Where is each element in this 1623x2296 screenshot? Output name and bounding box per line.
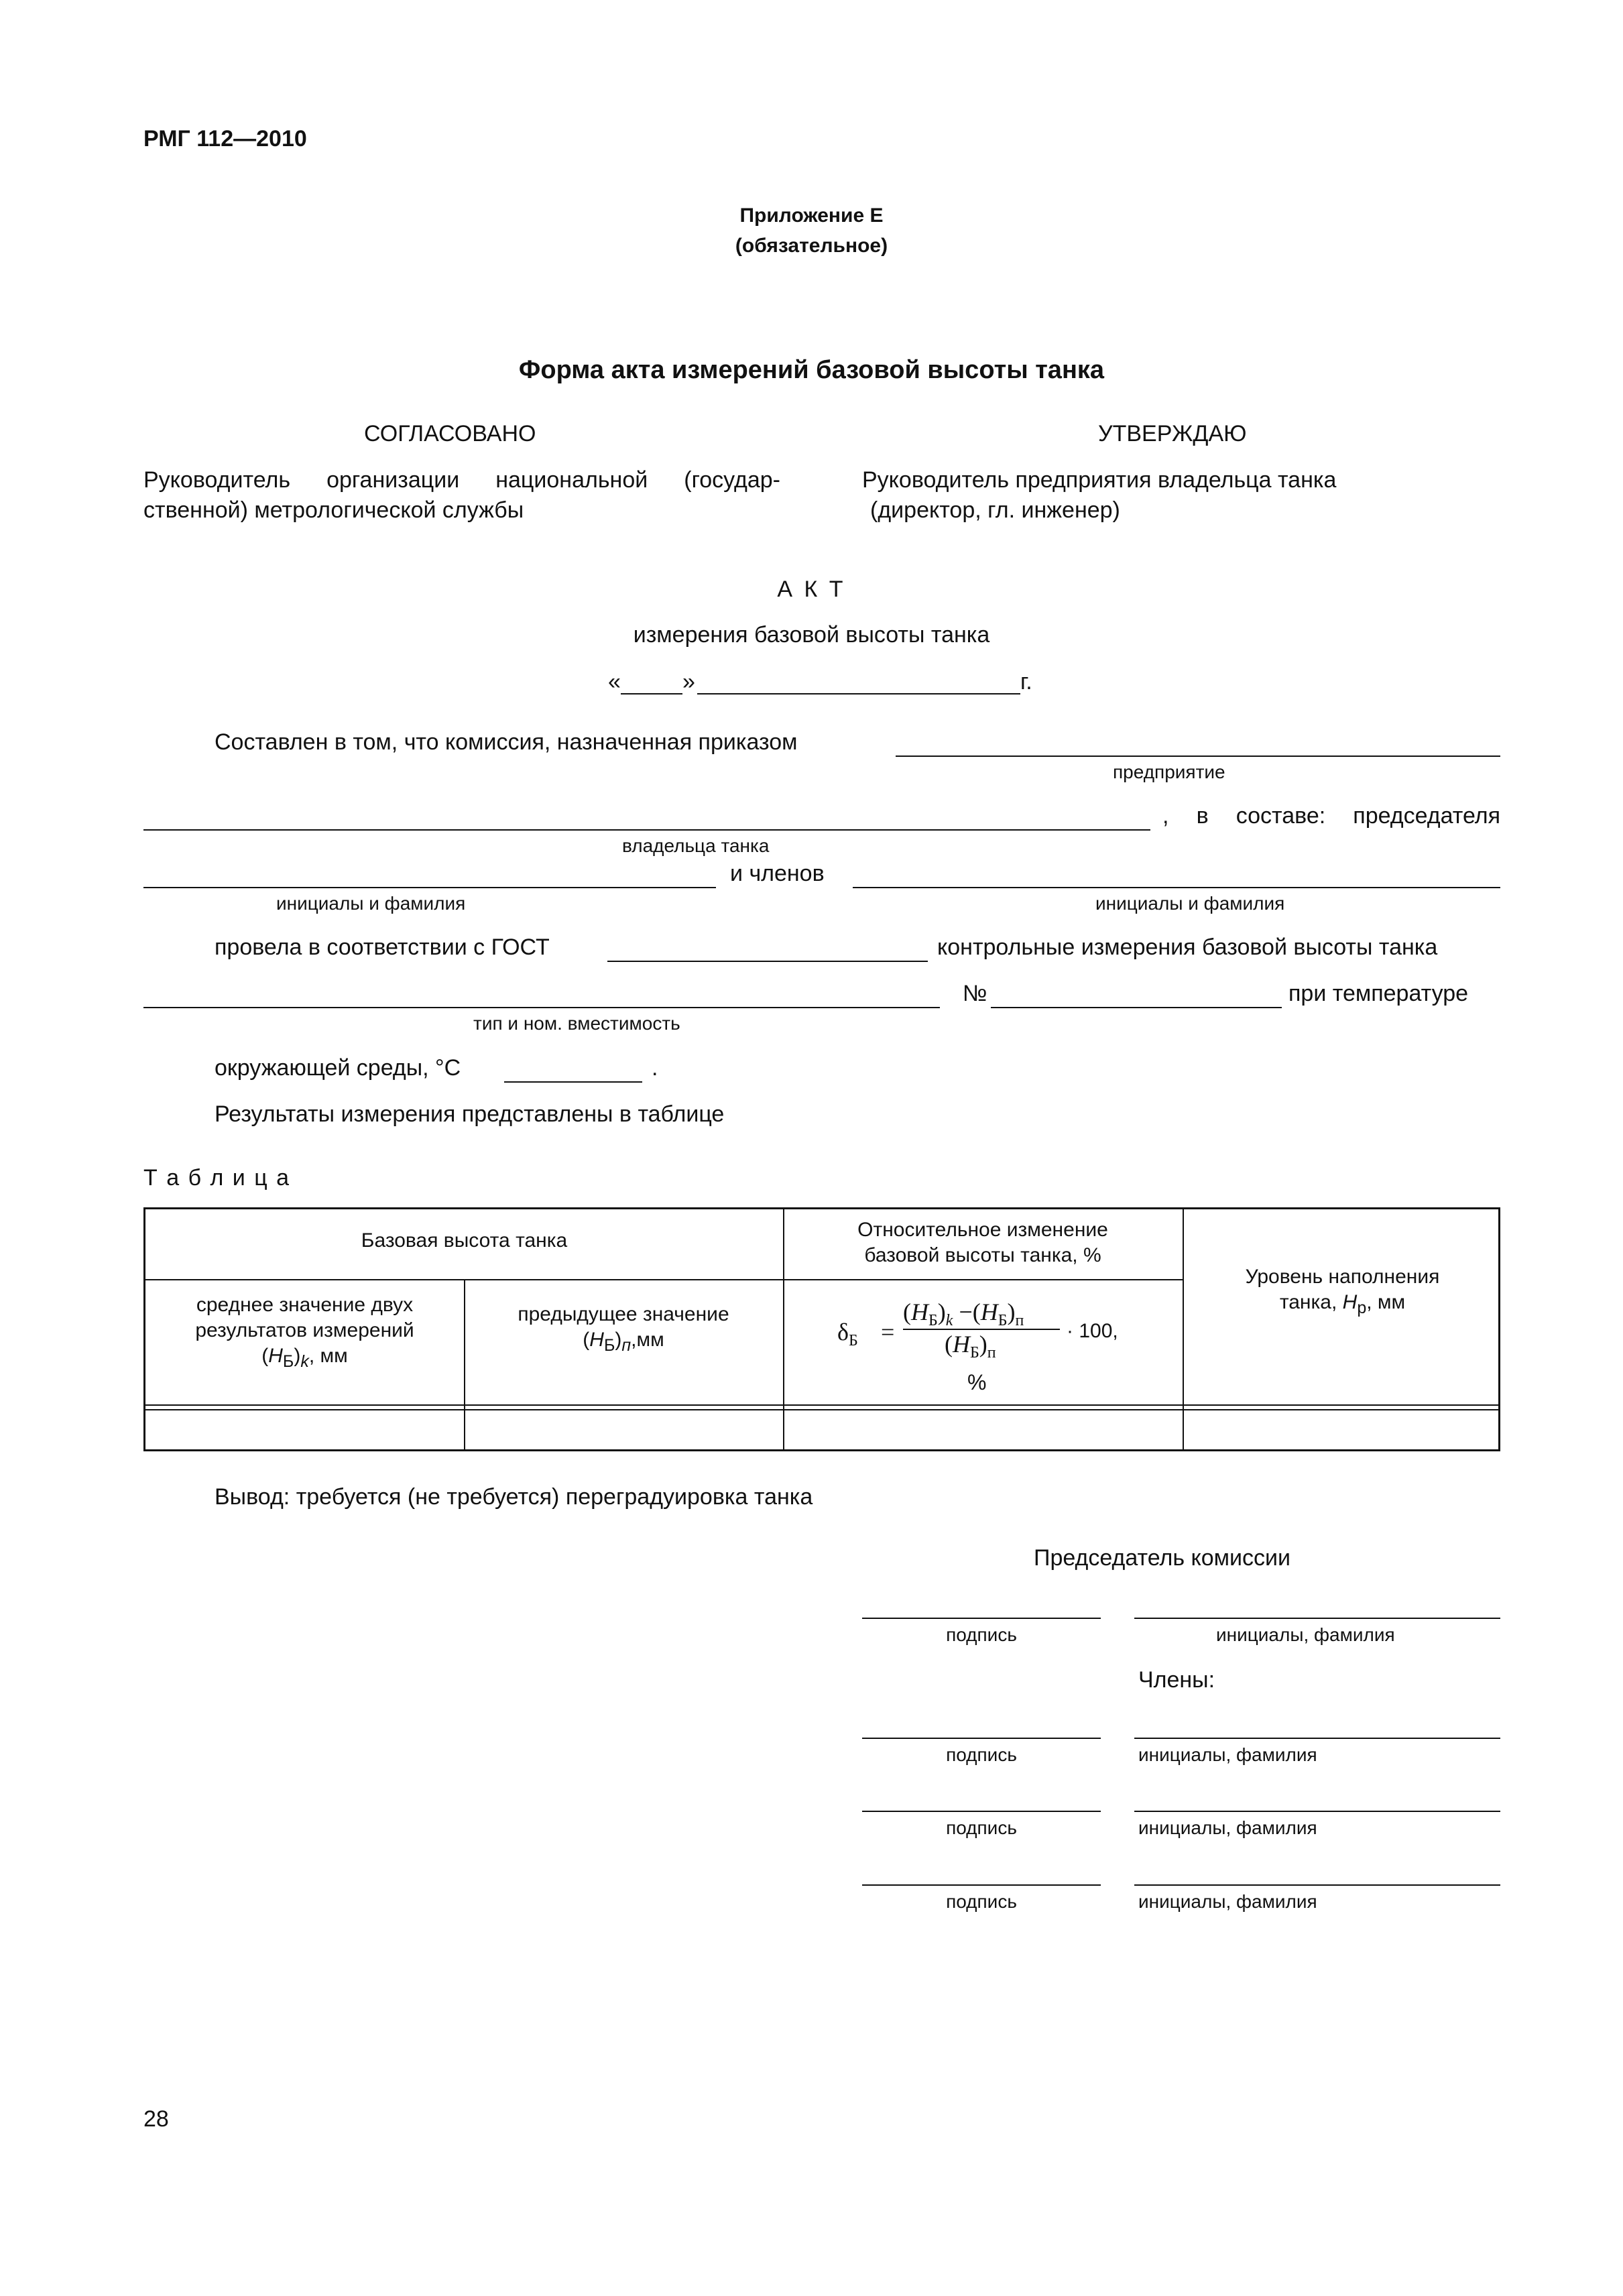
header-previous-line1: предыдущее значение [518, 1303, 729, 1325]
formula-equals: = [881, 1319, 895, 1345]
unit-mm: , мм [1366, 1291, 1406, 1313]
member1-signature-caption: подпись [946, 1744, 1017, 1765]
table-rule [145, 1279, 1183, 1280]
table-label: Т а б л и ц а [143, 1165, 291, 1191]
temperature-blank[interactable] [504, 1081, 642, 1083]
header-previous-line2: $(H_Б)_п,мм$ [583, 1329, 664, 1355]
sub-r: р [1357, 1298, 1367, 1317]
act-title: А К Т [777, 577, 846, 602]
document-code: РМГ 112—2010 [143, 126, 307, 152]
members-title: Члены: [1138, 1667, 1215, 1693]
owner-blank[interactable] [143, 829, 1150, 831]
agreed-heading: СОГЛАСОВАНО [364, 421, 536, 446]
member3-initials-line[interactable] [1134, 1884, 1500, 1886]
members-text: и членов [730, 861, 825, 886]
gost-blank[interactable] [607, 961, 928, 962]
header-relative-change-line2: базовой высоты танка, % [864, 1244, 1101, 1266]
member2-signature-caption: подпись [946, 1817, 1017, 1838]
tank-type-blank[interactable] [143, 1007, 940, 1008]
temperature-text: при температуре [1288, 981, 1469, 1006]
chairman-blank[interactable] [143, 887, 716, 888]
formula-delta [837, 1318, 858, 1350]
commission-text: Составлен в том, что комиссия, назначенная приказом [215, 729, 798, 755]
member1-initials-line[interactable] [1134, 1738, 1500, 1739]
formula-percent: % [967, 1370, 987, 1394]
caption-initials-right: инициалы и фамилия [1095, 893, 1285, 914]
member2-initials-caption: инициалы, фамилия [1138, 1817, 1317, 1838]
conclusion-text: Вывод: требуется (не требуется) переградуировка танка [215, 1484, 813, 1510]
page-number: 28 [143, 2106, 169, 2132]
caption-owner: владельца танка [622, 835, 770, 856]
cell-fill-level-value[interactable] [1184, 1410, 1499, 1449]
var-h: H [268, 1345, 283, 1367]
control-measurements-text: контрольные измерения базовой высоты танка [937, 934, 1438, 960]
formula-numerator: $(H_Б)_k -(H_Б)_п$ [903, 1298, 1024, 1330]
header-relative-change [783, 1217, 1183, 1268]
appendix-title: Приложение Е [739, 204, 884, 227]
date-quote-close: » [682, 669, 695, 694]
chairman-initials-caption: инициалы, фамилия [1216, 1624, 1395, 1645]
sub-b: Б [603, 1336, 615, 1355]
results-text: Результаты измерения представлены в таблице [215, 1101, 725, 1127]
chairman-initials-line[interactable] [1134, 1618, 1500, 1619]
header-base-height: Базовая высота танка [361, 1229, 568, 1252]
header-average-line2: результатов измерений [195, 1319, 414, 1341]
member2-signature-line[interactable] [862, 1811, 1101, 1812]
sub-k: k [300, 1352, 309, 1371]
table-rule [145, 1404, 1498, 1406]
member2-initials-line[interactable] [1134, 1811, 1500, 1812]
member3-signature-caption: подпись [946, 1891, 1017, 1912]
member1-signature-line[interactable] [862, 1738, 1101, 1739]
sub-b: Б [282, 1352, 294, 1371]
caption-initials-left: инициалы и фамилия [276, 893, 466, 914]
form-title: Форма акта измерений базовой высоты танка [518, 356, 1105, 384]
date-day-blank[interactable] [621, 693, 682, 694]
delta-sub: Б [848, 1332, 858, 1350]
header-fill-level-line1: Уровень наполнения [1245, 1266, 1440, 1288]
header-fill-level-text: танка, [1279, 1291, 1337, 1313]
number-sign: № [963, 981, 987, 1006]
ambient-text: окружающей среды, °С [215, 1055, 461, 1081]
header-average-line3: $(H_Б)_k$, мм [261, 1345, 348, 1371]
header-fill-level [1183, 1264, 1502, 1321]
cell-previous-value[interactable] [465, 1410, 783, 1449]
formula-denominator: $(H_Б)_п$ [945, 1331, 996, 1362]
caption-enterprise: предприятие [1113, 762, 1225, 782]
member1-initials-caption: инициалы, фамилия [1138, 1744, 1317, 1765]
cell-relative-change-value[interactable] [784, 1410, 1183, 1449]
formula-multiplier: · 100, [1067, 1320, 1118, 1342]
approved-line-2: (директор, гл. инженер) [870, 497, 1120, 523]
gost-text: провела в соответствии с ГОСТ [215, 934, 550, 960]
member3-initials-caption: инициалы, фамилия [1138, 1891, 1317, 1912]
date-year-suffix: г. [1020, 669, 1032, 694]
date-quote-open: « [608, 669, 621, 694]
agreed-line-2: ственной) метрологической службы [143, 497, 524, 523]
header-previous [464, 1302, 783, 1358]
agreed-line-1: Руководитель организации национальной (государ- [143, 467, 780, 493]
member3-signature-line[interactable] [862, 1884, 1101, 1886]
approved-line-1: Руководитель предприятия владельца танка [862, 467, 1337, 493]
chairman-title: Председатель комиссии [1034, 1545, 1290, 1571]
members-blank[interactable] [853, 887, 1500, 888]
ambient-dot: . [652, 1055, 658, 1081]
header-average-line1: среднее значение двух [196, 1294, 414, 1316]
appendix-subtitle: (обязательное) [735, 235, 888, 257]
header-relative-change-line1: Относительное изменение [857, 1219, 1108, 1241]
unit-mm: ,мм [631, 1329, 664, 1351]
chairman-signature-caption: подпись [946, 1624, 1017, 1645]
act-subtitle: измерения базовой высоты танка [633, 622, 990, 648]
chairman-signature-line[interactable] [862, 1618, 1101, 1619]
header-fill-level-line2 [1183, 1290, 1502, 1321]
composition-text: , в составе: председателя [1162, 803, 1500, 829]
var-h: H [589, 1329, 604, 1351]
var-h: H [1342, 1291, 1358, 1313]
caption-tank-type: тип и ном. вместимость [473, 1013, 680, 1034]
tank-number-blank[interactable] [991, 1007, 1282, 1008]
cell-average-value[interactable] [145, 1410, 464, 1449]
delta-symbol: δ [837, 1319, 849, 1345]
order-blank[interactable] [896, 756, 1500, 757]
approved-heading: УТВЕРЖДАЮ [1098, 421, 1247, 446]
sub-n: п [621, 1336, 632, 1355]
header-average [145, 1292, 464, 1374]
results-table [143, 1207, 1500, 1451]
unit-mm: , мм [308, 1345, 348, 1367]
date-month-year-blank[interactable] [697, 693, 1020, 694]
